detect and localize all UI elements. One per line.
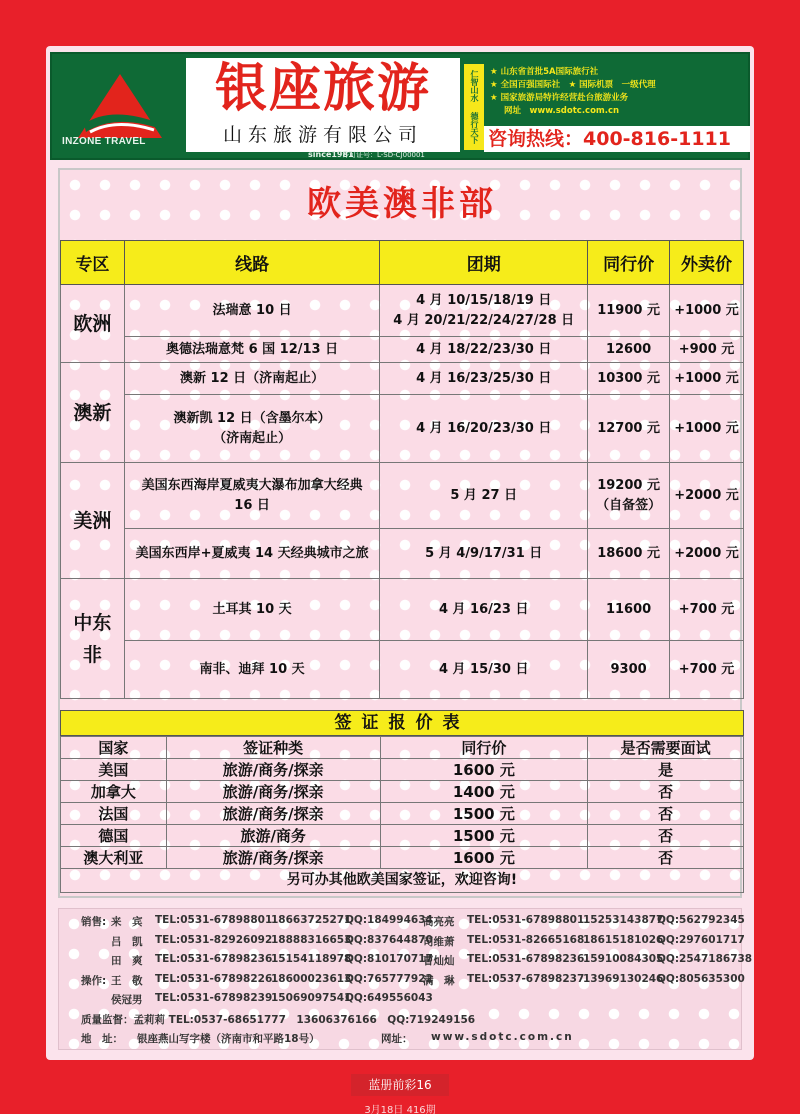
visa-type-cell: 旅游/商务/探亲: [166, 759, 380, 781]
visa-section: [60, 710, 744, 893]
contact-tel: TEL:0531-67898236: [467, 953, 585, 965]
table-row: [61, 759, 744, 781]
star-icon: ★: [490, 93, 501, 103]
interview-cell: 是: [588, 759, 744, 781]
website-label: 网址：: [381, 1033, 413, 1045]
dates-cell: 4 月 16/20/23/30 日: [380, 395, 588, 463]
contact-role: 销售:: [81, 916, 107, 928]
slogan-right: 德行天下: [470, 112, 479, 144]
col-visa-type: 签证种类: [166, 737, 380, 759]
star-icon: ★: [490, 80, 501, 90]
zone-cell: 美洲: [61, 463, 125, 579]
contact-tel: TEL:0531-82926092: [155, 933, 273, 946]
country-cell: 德国: [61, 825, 167, 847]
contact-row: [59, 950, 753, 970]
contact-mobile: 18600023613: [271, 972, 352, 985]
retail-price-cell: +700 元: [670, 641, 744, 699]
slogan-left: 仁智山水: [470, 70, 479, 102]
zone-cell: 中东 非: [61, 579, 125, 699]
contact-mobile: 13969130246: [583, 972, 664, 985]
trade-price-cell: 9300: [588, 641, 670, 699]
table-row: [61, 529, 744, 579]
interview-cell: 否: [588, 803, 744, 825]
since-text: since1981: [308, 150, 354, 159]
contact-name: 侯冠男: [111, 994, 143, 1006]
feature-list: [490, 66, 750, 118]
contact-name: 田 爽: [111, 955, 143, 967]
dates-cell: 5 月 27 日: [380, 463, 588, 529]
col-dates: 团期: [380, 241, 588, 285]
contact-qq: QQ:765777922: [345, 972, 433, 985]
table-row: [61, 641, 744, 699]
route-cell: 土耳其 10 天: [124, 579, 379, 641]
contact-panel: [58, 908, 753, 1050]
contact-name: 吕 凯: [111, 935, 143, 948]
contact-qq: QQ:297601717: [657, 933, 745, 946]
dates-cell: 4 月 16/23/25/30 日: [380, 363, 588, 395]
trade-price-cell: 12700 元: [588, 395, 670, 463]
contact-qq: QQ:184994634: [345, 914, 433, 926]
license-text: 许可证号：L-SD-CJ00001: [342, 151, 425, 159]
contact-role: 操作:: [81, 974, 107, 987]
interview-cell: 否: [588, 781, 744, 803]
contact-row: [59, 970, 745, 990]
route-cell: 美国东西岸+夏威夷 14 天经典城市之旅: [124, 529, 379, 579]
retail-price-cell: +900 元: [670, 337, 744, 363]
visa-price-cell: 1500 元: [380, 803, 588, 825]
col-visa-price: 同行价: [380, 737, 588, 759]
contact-tel: TEL:0537-67898237: [467, 972, 585, 985]
dates-cell: 4 月 16/23 日: [380, 579, 588, 641]
col-retail-price: 外卖价: [670, 241, 744, 285]
brand-box: [186, 58, 460, 152]
contact-tel: TEL:0531-82665168: [467, 933, 585, 946]
visa-price-cell: 1500 元: [380, 825, 588, 847]
feature-item: ★ 山东省首批5A国际旅行社: [490, 67, 599, 77]
feature-item: ★ 全国百强国际社 ★ 国际机票 一级代理: [490, 80, 656, 90]
visa-table-header: [61, 737, 744, 759]
tour-table-header: [61, 241, 744, 285]
supervisor-text: 质量监督：孟莉莉 TEL:0537-68651777 13606376166 QQ:719249156: [81, 1013, 476, 1026]
visa-table: [60, 736, 744, 869]
dates-cell: 4 月 15/30 日: [380, 641, 588, 699]
contact-name: 司维萧: [423, 935, 455, 948]
interview-cell: 否: [588, 847, 744, 869]
trade-price-cell: 19200 元 （自备签）: [588, 463, 670, 529]
contact-tel: TEL:0531-67898236: [155, 953, 273, 965]
col-trade-price: 同行价: [588, 241, 670, 285]
country-cell: 澳大利亚: [61, 847, 167, 869]
feature-item: ★ 国家旅游局特许经营赴台旅游业务: [490, 93, 629, 103]
visa-price-cell: 1600 元: [380, 847, 588, 869]
website-link[interactable]: www.sdotc.com.cn: [431, 1031, 574, 1043]
contact-row: [59, 989, 741, 1009]
footer-label: 蓝册前彩16: [368, 1078, 432, 1092]
contact-qq: QQ:562792345: [657, 914, 745, 926]
route-cell: 法瑞意 10 日: [124, 285, 379, 337]
contact-qq: QQ:649556043: [345, 992, 433, 1004]
country-cell: 法国: [61, 803, 167, 825]
table-row: [61, 395, 744, 463]
col-country: 国家: [61, 737, 167, 759]
retail-price-cell: +1000 元: [670, 363, 744, 395]
col-interview: 是否需要面试: [588, 737, 744, 759]
route-cell: 奥德法瑞意梵 6 国 12/13 日: [124, 337, 379, 363]
visa-price-cell: 1600 元: [380, 759, 588, 781]
supervisor-row: [59, 1009, 741, 1029]
trade-price-cell: 10300 元: [588, 363, 670, 395]
dates-cell: 4 月 18/22/23/30 日: [380, 337, 588, 363]
contact-mobile: 15069097541: [271, 992, 352, 1004]
address-label: 地 址：: [81, 1033, 123, 1045]
contact-qq: QQ:810170717: [345, 953, 433, 965]
footer-date: 3月18日 416期: [364, 1105, 436, 1114]
brand-subtitle: 山东旅游有限公司: [222, 124, 423, 146]
slogan-strip: [464, 64, 484, 150]
trade-price-cell: 11600: [588, 579, 670, 641]
contact-mobile: 15910084305: [583, 953, 664, 965]
route-cell: 南非、迪拜 10 天: [124, 641, 379, 699]
visa-type-cell: 旅游/商务/探亲: [166, 781, 380, 803]
visa-type-cell: 旅游/商务: [166, 825, 380, 847]
tour-table: [60, 240, 744, 699]
contact-row: [59, 931, 745, 951]
hotline: 咨询热线：400-816-1111: [484, 126, 750, 152]
brochure-page: [46, 46, 754, 1060]
department-title: 欧美澳非部: [307, 184, 497, 224]
table-row: [61, 363, 744, 395]
contact-name: 满 琳: [423, 974, 455, 987]
table-row: [61, 825, 744, 847]
col-route: 线路: [124, 241, 379, 285]
dates-cell: 5 月 4/9/17/31 日: [380, 529, 588, 579]
tour-panel: [58, 168, 742, 898]
visa-price-cell: 1400 元: [380, 781, 588, 803]
contact-name: 来 宾: [111, 916, 143, 928]
contact-tel: TEL:0531-67898801: [467, 914, 585, 926]
route-cell: 澳新凯 12 日（含墨尔本） （济南起止）: [124, 395, 379, 463]
table-row: [61, 781, 744, 803]
table-row: [61, 847, 744, 869]
retail-price-cell: +2000 元: [670, 529, 744, 579]
contact-tel: TEL:0531-67898239: [155, 992, 273, 1004]
retail-price-cell: +1000 元: [670, 395, 744, 463]
contact-mobile: 18615181026: [583, 933, 664, 946]
contact-mobile: 18663725271: [271, 914, 352, 926]
star-icon: ★: [490, 67, 501, 77]
retail-price-cell: +2000 元: [670, 463, 744, 529]
contact-mobile: 18888316653: [271, 933, 352, 946]
address-row: [59, 1028, 741, 1048]
trade-price-cell: 11900 元: [588, 285, 670, 337]
visa-title: 签证报价表: [60, 710, 744, 736]
trade-price-cell: 12600: [588, 337, 670, 363]
feature-item: 网址 www.sdotc.com.cn: [504, 106, 620, 116]
dates-cell: 4 月 10/15/18/19 日 4 月 20/21/22/24/27/28 日: [380, 285, 588, 337]
address-text: 银座燕山写字楼（济南市和平路18号）: [137, 1033, 320, 1045]
table-row: [61, 579, 744, 641]
logo-text: INZONE TRAVEL: [62, 136, 146, 147]
table-row: [61, 463, 744, 529]
route-cell: 澳新 12 日（济南起止）: [124, 363, 379, 395]
table-row: [61, 803, 744, 825]
retail-price-cell: +1000 元: [670, 285, 744, 337]
contact-mobile: 15154118978: [271, 953, 352, 965]
trade-price-cell: 18600 元: [588, 529, 670, 579]
zone-cell: 欧洲: [61, 285, 125, 363]
contact-qq: QQ:2547186738: [657, 953, 753, 965]
contact-row: [59, 911, 745, 931]
visa-type-cell: 旅游/商务/探亲: [166, 803, 380, 825]
contact-qq: QQ:837644870: [345, 933, 433, 946]
contact-tel: TEL:0531-67898801: [155, 914, 273, 926]
contact-name: 高亮亮: [423, 916, 455, 928]
table-row: [61, 285, 744, 337]
col-zone: 专区: [61, 241, 125, 285]
visa-note: 另可办其他欧美国家签证，欢迎咨询!: [60, 869, 744, 893]
interview-cell: 否: [588, 825, 744, 847]
retail-price-cell: +700 元: [670, 579, 744, 641]
contact-mobile: 15253143877: [583, 914, 664, 926]
table-row: [61, 337, 744, 363]
route-cell: 美国东西海岸夏威夷大瀑布加拿大经典 16 日: [124, 463, 379, 529]
country-cell: 美国: [61, 759, 167, 781]
contact-qq: QQ:805635300: [657, 972, 745, 985]
header-banner: [50, 52, 750, 160]
contact-name: 曹灿灿: [423, 955, 455, 967]
contact-name: 王 敬: [111, 974, 143, 987]
country-cell: 加拿大: [61, 781, 167, 803]
brand-name: 银座旅游: [214, 58, 431, 119]
zone-cell: 澳新: [61, 363, 125, 463]
visa-type-cell: 旅游/商务/探亲: [166, 847, 380, 869]
contact-tel: TEL:0531-67898226: [155, 972, 273, 985]
